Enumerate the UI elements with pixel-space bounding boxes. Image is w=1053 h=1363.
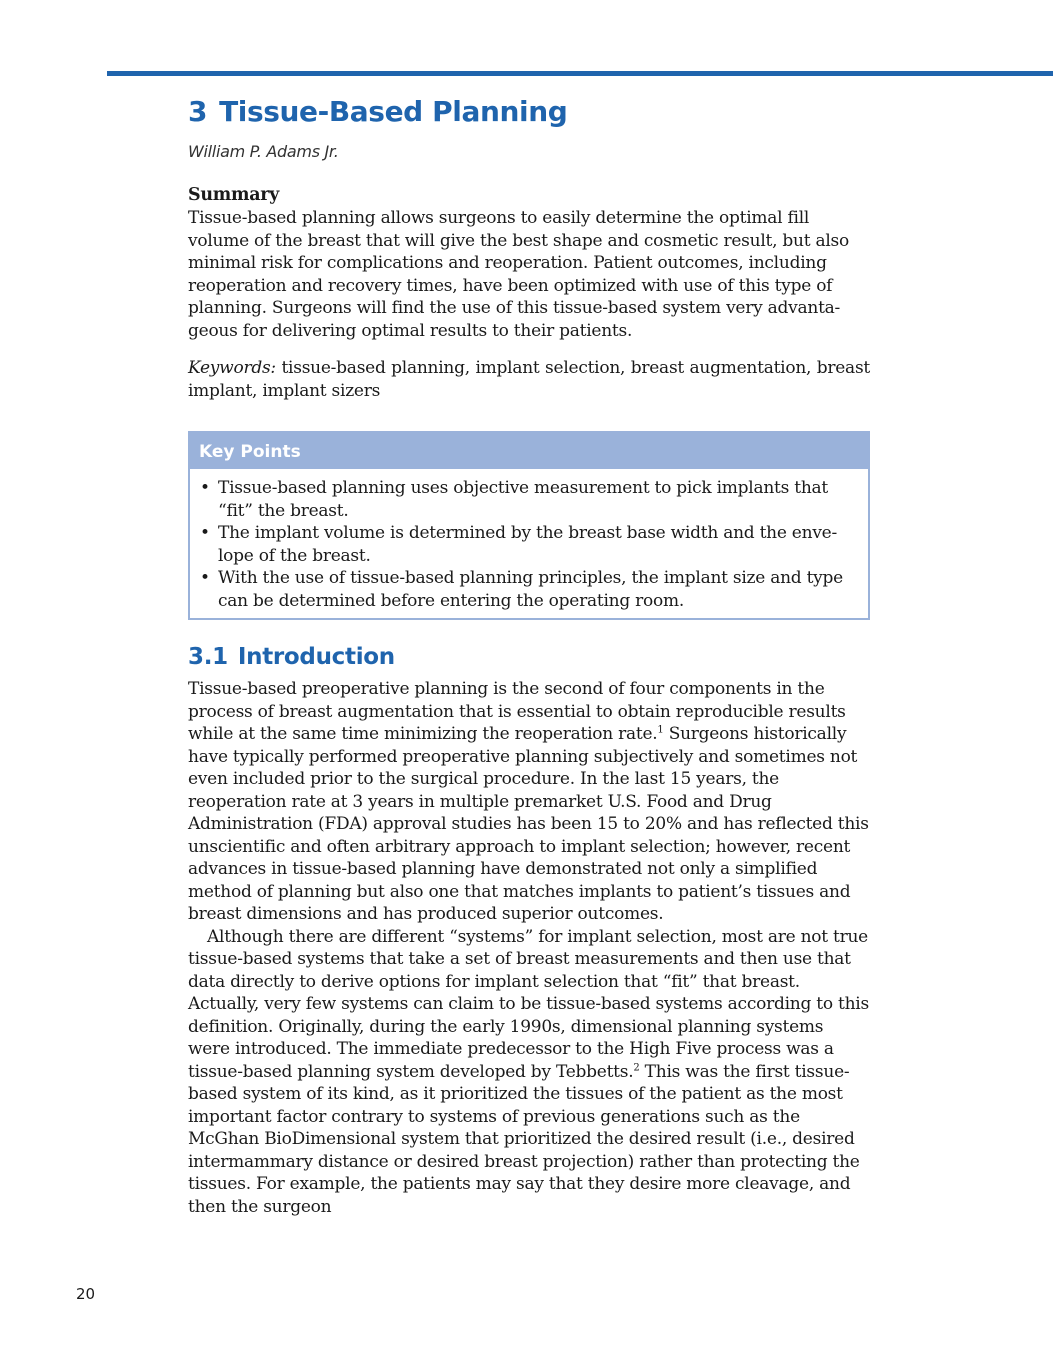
summary-heading: Summary: [188, 185, 280, 205]
section-number: 3.1: [188, 644, 228, 670]
keywords-label: Keywords:: [188, 358, 276, 378]
intro-paragraph-1: [188, 678, 870, 926]
page-content: [188, 94, 870, 1218]
key-point-item: • The implant volume is determined by the breast base width and the envelope of the breast.: [198, 522, 860, 567]
paragraph-text: This was the first tissue-based system of its kind, as it prioritized the tissues of the patient as the most important factor contrary to systems of previous generations such as the McGhan BioDimensional system that prioritized the desired result (i.e., desired intermammary distance or desired breast projection) rather than protecting the tissues. For example, the patients may say that they desire more cleavage, and then the surgeon: [188, 1061, 860, 1217]
section-title-text: Introduction: [237, 644, 395, 670]
reference-marker: 2: [633, 1061, 640, 1073]
summary-text: Tissue-based planning allows surgeons to easily determine the optimal fill volume of the breast that will give the best shape and cosmetic result, but also minimal risk for complications and reoperation. Patient outcomes, including reoperation and recovery times, have been optimized with use of this type of planning. Surgeons will find the use of this tissue-based system very advantageous for delivering optimal results to their patients.: [188, 208, 850, 341]
chapter-number: 3: [188, 95, 208, 128]
key-points-title: Key Points: [190, 433, 868, 469]
author: William P. Adams Jr.: [188, 142, 339, 161]
key-points-box: [188, 431, 870, 620]
keywords-text: tissue-based planning, implant selection, breast augmentation, breast implant, implant sizers: [188, 358, 870, 401]
top-rule: [107, 71, 1053, 76]
key-point-item: • Tissue-based planning uses objective measurement to pick implants that “fit” the breast.: [198, 477, 860, 522]
paragraph-text: Surgeons historically have typically performed preoperative planning subjectively and sometimes not even included prior to the surgical procedure. In the last 15 years, the reoperation rate at 3 years in multiple premarket U.S. Food and Drug Administration (FDA) approval studies has been 15 to 20% and has reflected this unscientific and often arbitrary approach to implant selection; however, recent advances in tissue-based planning have demonstrated not only a simplified method of planning but also one that matches implants to patient’s tissues and breast dimensions and has produced superior outcomes.: [188, 724, 869, 924]
key-points-list: [190, 469, 868, 618]
page-number: 20: [76, 1285, 96, 1303]
chapter-title-text: Tissue-Based Planning: [219, 95, 568, 128]
intro-paragraph-2: [188, 926, 870, 1219]
section-title: [188, 642, 870, 672]
keywords: [188, 357, 870, 402]
paragraph-text: Tissue-based preoperative planning is the second of four components in the process of breast augmentation that is essential to obtain reproducible results while at the same time minimizing the reoperation rate.: [188, 679, 846, 744]
chapter-title: [188, 94, 870, 130]
paragraph-text: Although there are different “systems” for implant selection, most are not true tissue-based systems that take a set of breast measurements and then use that data directly to derive options for implant selection that “fit” that breast. Actually, very few systems can claim to be tissue-based systems according to this definition. Originally, during the early 1990s, dimensional planning systems were introduced. The immediate predecessor to the High Five process was a tissue-based planning system developed by Tebbetts.: [188, 926, 869, 1082]
reference-marker: 1: [657, 724, 664, 736]
key-point-item: • With the use of tissue-based planning principles, the implant size and type can be determined before entering the operating room.: [198, 567, 860, 612]
